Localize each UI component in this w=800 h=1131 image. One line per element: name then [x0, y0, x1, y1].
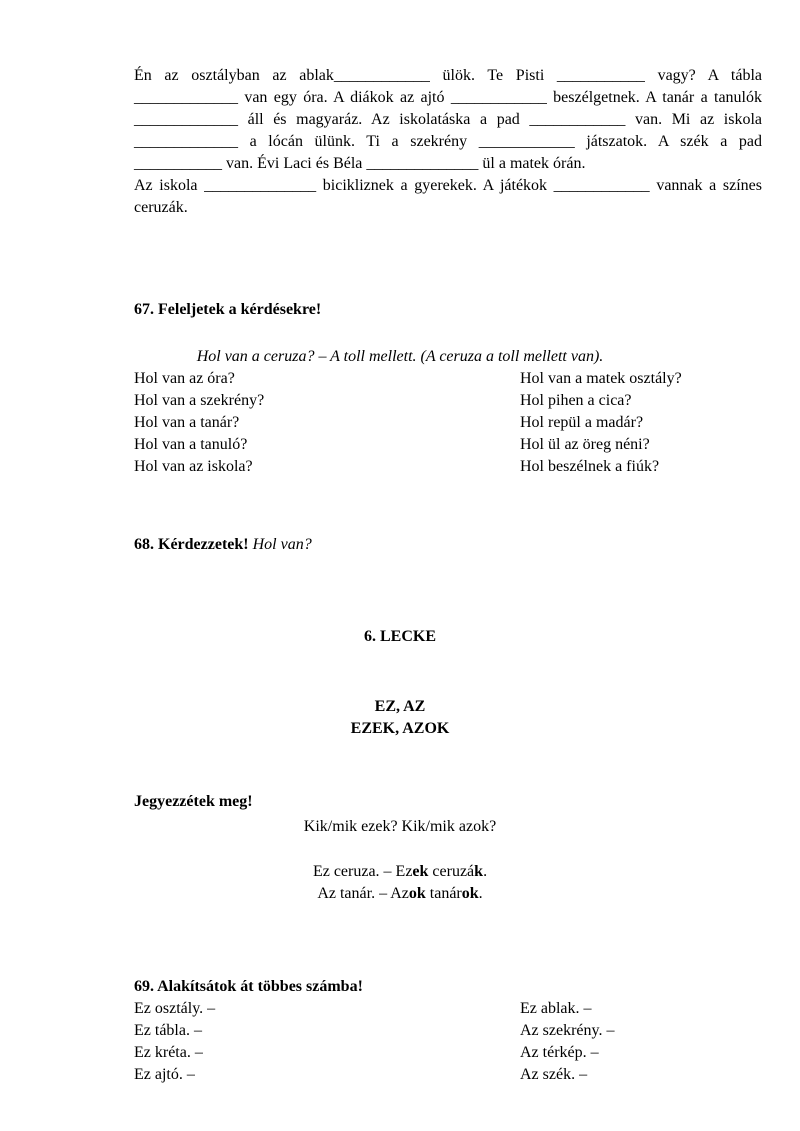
exercise-item: Az szék. –: [520, 1066, 588, 1083]
exercise-item: Ez tábla. –: [134, 1022, 202, 1039]
question-item: Hol van az óra?: [134, 370, 235, 387]
exercise-68-title-text: 68. Kérdezzetek!: [134, 536, 249, 553]
question-item: Hol repül a madár?: [520, 414, 644, 431]
questions-left-column: [134, 368, 264, 478]
example-suffix: ok: [408, 885, 426, 902]
questions-right-column: [520, 368, 682, 478]
items-right-column: [520, 998, 614, 1086]
exercise-68-subtitle: Hol van?: [252, 536, 312, 553]
exercise-item: Az térkép. –: [520, 1044, 599, 1061]
fill-in-text-2: Az iskola ______________ bicikliznek a gyerekek. A játékok ____________ vannak a színes ceruzák.: [134, 177, 762, 216]
exercise-item: Ez osztály. –: [134, 1000, 216, 1017]
example-text: ceruzá: [428, 863, 475, 880]
lesson-topic-line-1: EZ, AZ: [374, 698, 426, 715]
example-suffix: k: [474, 863, 484, 880]
example-text: Az tanár. – Az: [317, 885, 409, 902]
example-suffix: ok: [461, 885, 479, 902]
note-example-1: [0, 861, 800, 883]
question-item: Hol van a tanuló?: [134, 436, 248, 453]
exercise-69-title: 69. Alakítsátok át többes számba!: [134, 978, 363, 995]
example-text: .: [483, 863, 488, 880]
exercise-item: Ez ajtó. –: [134, 1066, 195, 1083]
example-text: .: [478, 885, 483, 902]
fill-in-paragraph: [134, 65, 762, 219]
note-question: Kik/mik ezek? Kik/mik azok?: [303, 818, 497, 835]
question-item: Hol beszélnek a fiúk?: [520, 458, 660, 475]
exercise-item: Ez kréta. –: [134, 1044, 203, 1061]
items-left-column: [134, 998, 215, 1086]
question-item: Hol van a matek osztály?: [520, 370, 682, 387]
example-suffix: ek: [412, 863, 429, 880]
question-item: Hol van a tanár?: [134, 414, 240, 431]
note-title: Jegyezzétek meg!: [134, 793, 253, 810]
question-item: Hol pihen a cica?: [520, 392, 632, 409]
question-item: Hol van a szekrény?: [134, 392, 265, 409]
question-item: Hol ül az öreg néni?: [520, 436, 650, 453]
example-text: Ez ceruza. – Ez: [312, 863, 413, 880]
exercise-67-example: Hol van a ceruza? – A toll mellett. (A ceruza a toll mellett van).: [196, 348, 604, 365]
fill-in-text-1: Én az osztályban az ablak____________ ülök. Te Pisti ___________ vagy? A tábla _____________ van egy óra. A diákok az ajtó ____________ beszélgetnek. A tanár a tanulók _____________ áll és magyaráz. Az iskolatáska a pad ____________ van. Mi az iskola _____________ a lócán ülünk. Ti a szekrény ____________ játszatok. A szék a pad ___________ van. Évi Laci és Béla ______________ ül a matek órán.: [134, 67, 762, 172]
question-item: Hol van az iskola?: [134, 458, 253, 475]
lesson-topic-line-2: EZEK, AZOK: [350, 720, 450, 737]
exercise-item: Ez ablak. –: [520, 1000, 592, 1017]
exercise-68-title: [134, 534, 312, 556]
note-example-2: [0, 883, 800, 905]
example-text: tanár: [425, 885, 462, 902]
lesson-title: 6. LECKE: [363, 628, 436, 645]
exercise-item: Az szekrény. –: [520, 1022, 615, 1039]
exercise-67-title: 67. Feleljetek a kérdésekre!: [134, 301, 322, 318]
